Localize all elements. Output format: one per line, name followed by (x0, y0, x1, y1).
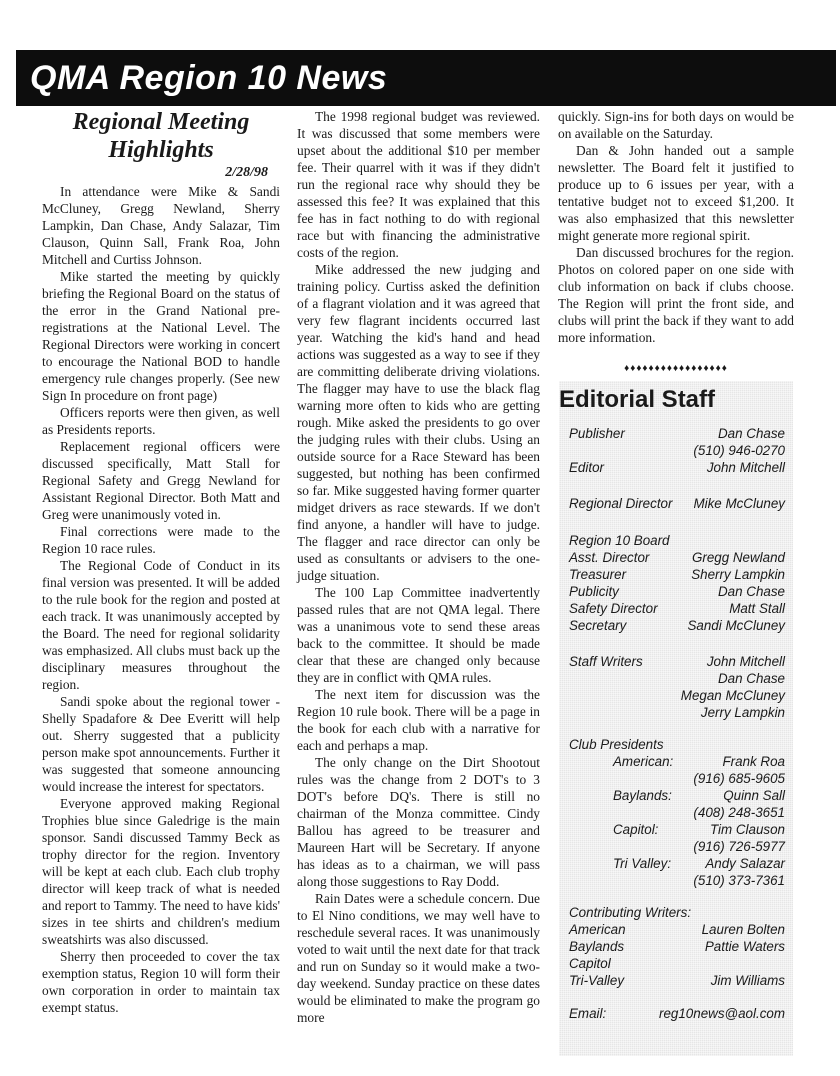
paragraph: quickly. Sign-ins for both days on would be on available on the Saturday. (558, 109, 794, 141)
contributor-row (569, 938, 785, 955)
contributor-name: Jim Williams (710, 973, 785, 988)
contributor-name: Pattie Waters (704, 939, 785, 954)
paragraph: The next item for discussion was the Region 10 rule book. There will be a page in the book for each club with a narrative for each and perhaps a map. (297, 687, 540, 753)
board-role: Secretary (569, 618, 627, 633)
president-phone-row (569, 838, 785, 855)
president-name: Tim Clauson (709, 822, 785, 837)
contributor-row (569, 955, 785, 972)
staff-writer-name: Jerry Lampkin (700, 705, 785, 720)
paragraph: Mike addressed the new judging and training policy. Curtiss asked the definition of a flagrant violation and it was agreed that very few flagrant incidents occurred last year. Watching the kid's hand and head actions was suggested as a way to see if they are committing deliberate driving violations. The flagger may have to use the black flag warning more often to kids who are getting rough. Mike asked the presidents to go over the judging rules with their clubs. Using an outside source for a Race Steward has been suggested, but nothing has been confirmed so far. Mike suggested having former quarter midget drivers as race stewards. If we don't find anyone, a handler will have to judge. The flagger and race director can only be used as consultants or advisers to the one-judge situation. (297, 262, 540, 583)
paragraph: Dan & John handed out a sample newsletter. The Board felt it justified to produce up to 6 issues per year, with a tentative budget not to exceed $1,200. It was also emphasized that this newsletter might generate more regional spirit. (558, 143, 794, 243)
president-row (569, 787, 785, 804)
board-row (569, 566, 785, 583)
masthead-title: QMA Region 10 News (30, 59, 388, 97)
publisher-phone-row (569, 442, 785, 459)
publisher-row (569, 425, 785, 442)
publisher-name: Dan Chase (718, 426, 785, 441)
president-phone: (916) 685-9605 (693, 771, 785, 786)
president-club: Baylands: (613, 788, 672, 803)
paragraph: Replacement regional officers were discussed specifically, Matt Stall for Regional Safety and Gregg Newland for Assistant Regional Director. Both Matt and Greg were unanimously voted in. (42, 439, 280, 522)
club-presidents-heading: Club Presidents (569, 737, 664, 752)
president-name: Quinn Sall (723, 788, 785, 803)
president-row (569, 855, 785, 872)
board-name: Dan Chase (718, 584, 785, 599)
regional-director-label: Regional Director (569, 496, 673, 511)
article-column-1 (42, 108, 280, 1016)
paragraph: Sandi spoke about the regional tower - Shelly Spadafore & Dee Everitt will help out. Sherry suggested that a publicity person make spot announcements. Further it was suggested that someone announcing would increase the interest for spectators. (42, 694, 280, 794)
president-name: Frank Roa (722, 754, 785, 769)
paragraph: Dan discussed brochures for the region. Photos on colored paper on one side with club information on back if clubs choose. The Region will print the front side, and clubs will print the back if they want to add more information. (558, 245, 794, 345)
contributor-row (569, 972, 785, 989)
staff-writer-row (569, 670, 785, 687)
staff-writer-name: Dan Chase (718, 671, 785, 686)
board-row (569, 549, 785, 566)
staff-writers-row (569, 653, 785, 670)
regional-director-name: Mike McCluney (693, 496, 785, 511)
board-name: Sandi McCluney (687, 618, 785, 633)
editorial-staff-box (559, 381, 793, 1056)
president-club: Capitol: (613, 822, 659, 837)
contributing-writers-heading-row (569, 904, 785, 921)
staff-writer-name: Megan McCluney (680, 688, 785, 703)
president-row (569, 821, 785, 838)
editor-label: Editor (569, 460, 604, 475)
regional-director-row (569, 495, 785, 512)
president-phone: (408) 248-3651 (693, 805, 785, 820)
paragraph: Officers reports were then given, as well as Presidents reports. (42, 405, 280, 437)
staff-writer-row (569, 687, 785, 704)
contributor-club: Capitol (569, 956, 611, 971)
paragraph: The 100 Lap Committee inadvertently passed rules that are not QMA legal. There was a unanimous vote to send these areas back to the committee. It should be made clear that these are changed only because they are in conflict with QMA rules. (297, 585, 540, 685)
board-name: Sherry Lampkin (691, 567, 785, 582)
contributor-row (569, 921, 785, 938)
article-column-2 (297, 108, 540, 1026)
contributor-name: Lauren Bolten (701, 922, 785, 937)
president-club: American: (613, 754, 674, 769)
paragraph: The 1998 regional budget was reviewed. It was discussed that some members were upset about the additional $10 per member fee. Their quarrel with it was if they didn't run the regional race why should they be assessed this fee? It was explained that this fee has in fact nothing to do with regional race but with financing the administrative costs of the region. (297, 109, 540, 260)
paragraph: In attendance were Mike & Sandi McCluney, Gregg Newland, Sherry Lampkin, Dan Chase, Andy Salazar, Tim Clauson, Quinn Sall, Frank Roa, John Mitchell and Curtiss Johnson. (42, 184, 280, 267)
board-role: Asst. Director (569, 550, 650, 565)
headline-line-2: Highlights (108, 137, 214, 163)
email-address: reg10news@aol.com (659, 1006, 785, 1021)
diamond-divider: ♦♦♦♦♦♦♦♦♦♦♦♦♦♦♦♦♦ (624, 363, 728, 374)
contributor-club: American (569, 922, 626, 937)
article-column-3 (558, 108, 794, 377)
staff-writer-row (569, 704, 785, 721)
editor-name: John Mitchell (706, 460, 785, 475)
board-role: Safety Director (569, 601, 658, 616)
president-phone-row (569, 804, 785, 821)
paragraph: Sherry then proceeded to cover the tax exemption status, Region 10 will form their own corporation in order to maintain tax exempt status. (42, 949, 280, 1015)
board-heading-row (569, 532, 785, 549)
paragraph: Everyone approved making Regional Trophies blue since Galedrige is the main sponsor. Sandi discussed Tammy Beck as trophy director for the region. Inventory will be kept at each club. Each club trophy director will keep track of what is needed and report to Tammy. The need to have kids' sizes in tee shirts and children's medium sweatshirts was also discussed. (42, 796, 280, 947)
board-row (569, 583, 785, 600)
staff-writers-label: Staff Writers (569, 654, 643, 669)
board-role: Treasurer (569, 567, 627, 582)
contributing-writers-heading: Contributing Writers: (569, 905, 692, 920)
publisher-phone: (510) 946-0270 (693, 443, 785, 458)
publisher-label: Publisher (569, 426, 625, 441)
board-name: Matt Stall (729, 601, 785, 616)
staff-writer-name: John Mitchell (706, 654, 785, 669)
email-row (569, 1005, 785, 1022)
paragraph: Rain Dates were a schedule concern. Due to El Nino conditions, we may well have to reschedule several races. It was unanimously voted to wait until the next date for that track and run on Sunday so it would make a two-day weekend. Sunday practice on these dates would be eliminated to make the program go more (297, 891, 540, 1025)
editor-row (569, 459, 785, 476)
president-phone-row (569, 872, 785, 889)
contributor-club: Tri-Valley (569, 973, 625, 988)
paragraph: Mike started the meeting by quickly briefing the Regional Board on the status of the error in the Grand National pre-registrations at the National Level. The Regional Directors were working in concert to encourage the National BOD to handle emergency rule changes properly. (See new Sign In procedure on front page) (42, 269, 280, 403)
contributor-club: Baylands (569, 939, 625, 954)
board-role: Publicity (569, 584, 619, 599)
paragraph: The only change on the Dirt Shootout rules was the change from 2 DOT's to 3 DOT's before DQ's. There is still no chairman of the Monza committee. Cindy Ballou has agreed to be treasurer and Maureen Hart will be Secretary. If anyone has ideas as to a chairman, we will pass along those suggestions to Ray Dodd. (297, 755, 540, 889)
president-phone: (916) 726-5977 (693, 839, 785, 854)
editorial-staff-heading: Editorial Staff (559, 386, 716, 413)
president-name: Andy Salazar (705, 856, 785, 871)
article-date: 2/28/98 (225, 165, 268, 180)
email-label: Email: (569, 1006, 607, 1021)
club-presidents-heading-row (569, 736, 785, 753)
president-row (569, 753, 785, 770)
board-row (569, 617, 785, 634)
paragraph: Final corrections were made to the Region 10 race rules. (42, 524, 280, 556)
board-name: Gregg Newland (691, 550, 785, 565)
masthead (16, 50, 836, 106)
president-club: Tri Valley: (613, 856, 672, 871)
president-phone-row (569, 770, 785, 787)
paragraph: The Regional Code of Conduct in its final version was presented. It will be added to the rule book for the region and posted at each track. It was unanimously accepted by the Board. The need for regional solidarity was emphasized. All clubs must back up the disciplinary measures throughout the region. (42, 558, 280, 692)
president-phone: (510) 373-7361 (693, 873, 785, 888)
board-heading: Region 10 Board (569, 533, 670, 548)
headline-line-1: Regional Meeting (72, 109, 250, 135)
board-row (569, 600, 785, 617)
